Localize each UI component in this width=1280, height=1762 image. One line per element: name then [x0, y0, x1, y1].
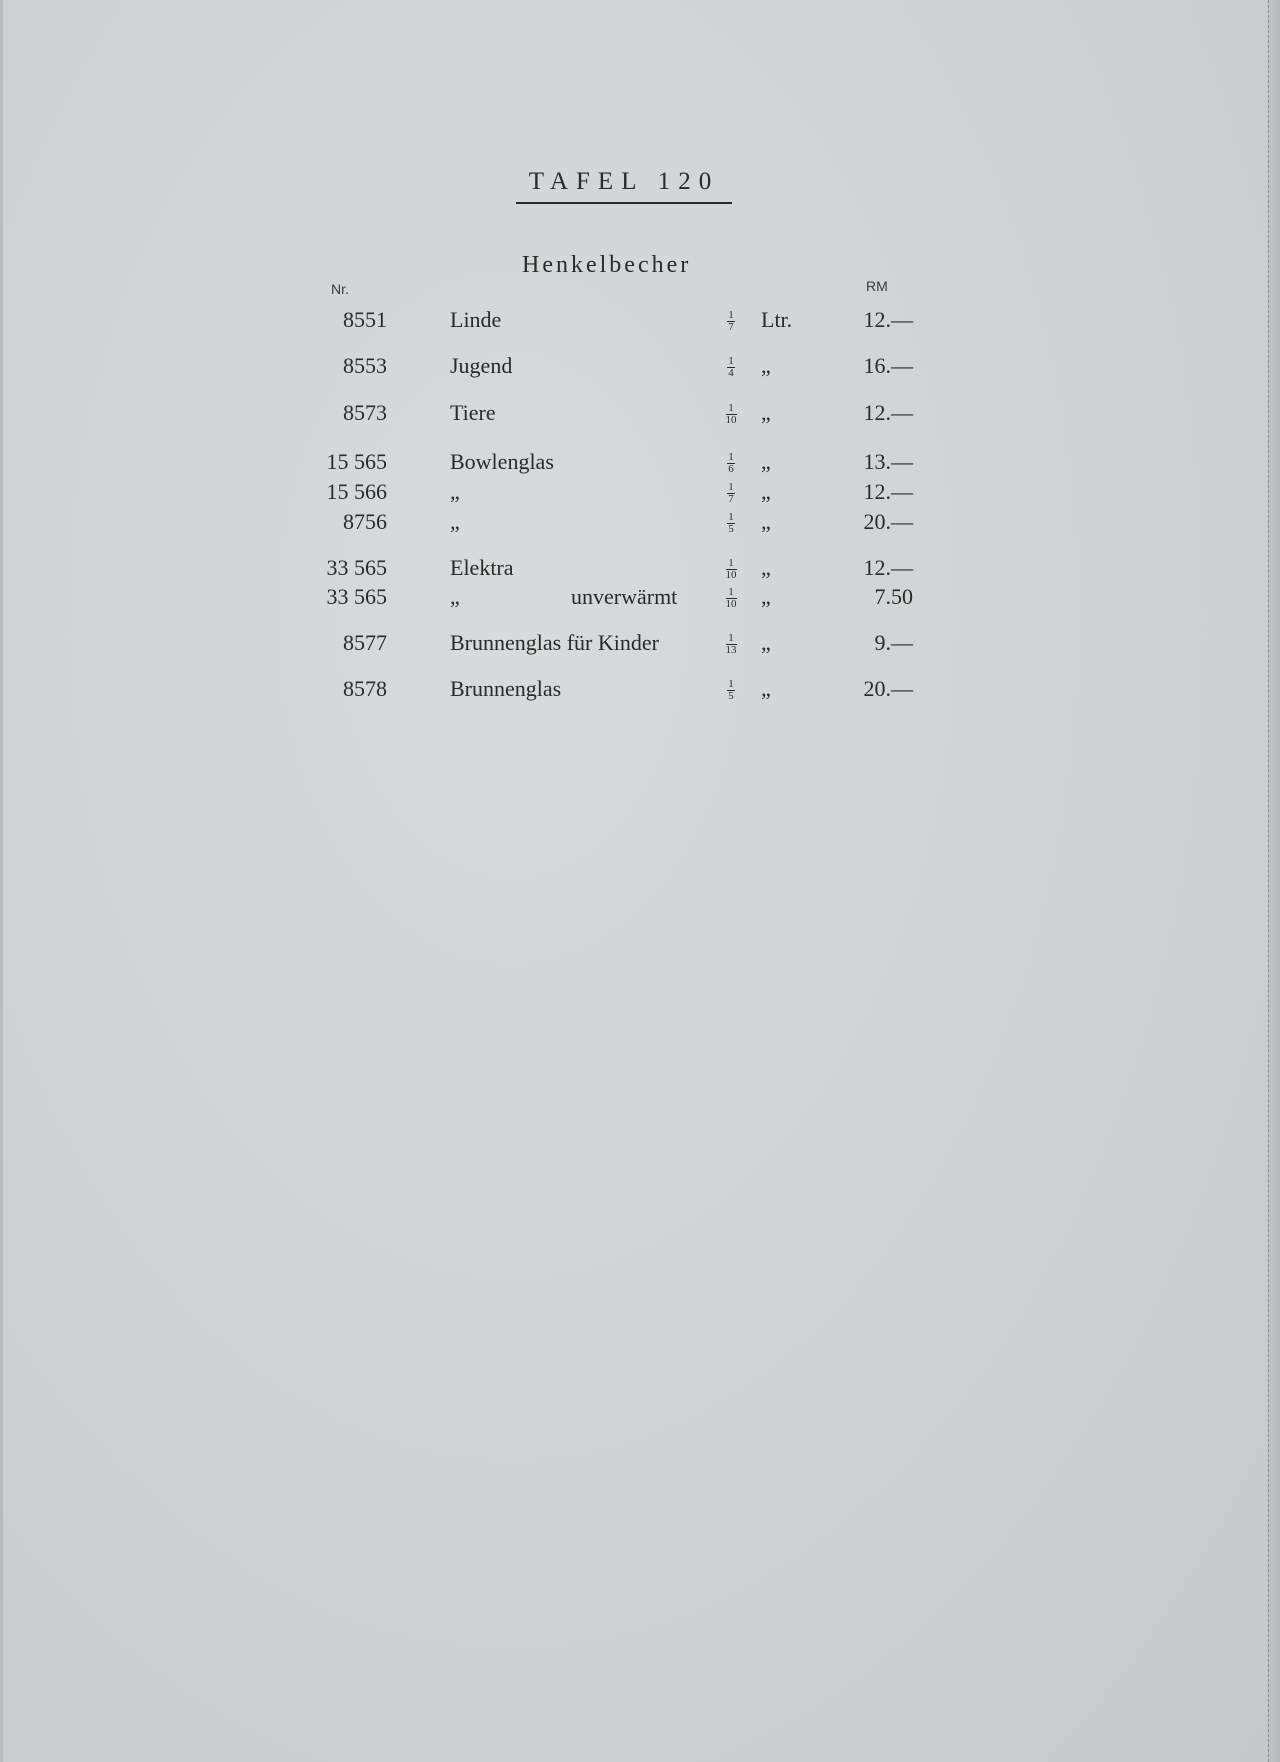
table-row	[0, 400, 1280, 430]
table-row	[0, 555, 1280, 585]
item-number: 15 565	[326, 449, 387, 474]
item-name: Bowlenglas	[450, 449, 554, 474]
item-name: Jugend	[450, 353, 513, 378]
item-number: 8578	[343, 676, 387, 701]
page-right-edge	[1268, 0, 1280, 1762]
item-unit: Ltr.	[761, 307, 793, 332]
column-header-nr: Nr.	[331, 281, 349, 297]
item-number: 33 565	[326, 555, 387, 580]
item-volume-fraction	[716, 353, 746, 379]
fraction-numerator: 1	[728, 309, 734, 322]
item-unit: „	[761, 353, 771, 378]
item-volume-fraction	[716, 449, 746, 475]
fraction-denominator: 5	[728, 523, 734, 536]
fraction-denominator: 7	[728, 493, 734, 506]
item-name: Elektra	[450, 555, 514, 580]
item-unit: „	[761, 449, 771, 474]
item-unit: „	[761, 479, 771, 504]
item-note: unverwärmt	[571, 584, 678, 609]
item-name: „	[450, 479, 460, 504]
item-price: 7.50	[874, 584, 913, 609]
table-row	[0, 676, 1280, 706]
page-left-edge	[0, 0, 3, 1762]
item-volume-fraction	[716, 630, 746, 656]
item-name: Brunnenglas	[450, 676, 562, 701]
item-unit: „	[761, 555, 771, 580]
item-number: 8573	[343, 400, 387, 425]
item-unit: „	[761, 509, 771, 534]
item-unit: „	[761, 400, 771, 425]
fraction-denominator: 10	[725, 598, 737, 611]
item-unit: „	[761, 630, 771, 655]
item-number: 8553	[343, 353, 387, 378]
item-price: 9.—	[874, 630, 913, 655]
page-title: TAFEL 120	[516, 168, 732, 204]
item-number: 8756	[343, 509, 387, 534]
section-subtitle: Henkelbecher	[522, 252, 692, 278]
table-row	[0, 509, 1280, 539]
item-price: 13.—	[863, 449, 913, 474]
fraction-numerator: 1	[728, 511, 734, 524]
item-number: 15 566	[326, 479, 387, 504]
item-price: 12.—	[863, 479, 913, 504]
table-row	[0, 449, 1280, 479]
item-price: 16.—	[863, 353, 913, 378]
fraction-denominator: 13	[725, 644, 737, 657]
item-volume-fraction	[716, 479, 746, 505]
fraction-numerator: 1	[726, 558, 737, 570]
fraction-numerator: 1	[728, 678, 734, 691]
fraction-numerator: 1	[728, 355, 734, 368]
fraction-numerator: 1	[726, 403, 737, 415]
fraction-denominator: 4	[728, 367, 734, 380]
item-name: „	[450, 584, 460, 609]
fraction-denominator: 10	[725, 569, 737, 582]
fraction-numerator: 1	[726, 633, 737, 645]
fraction-denominator: 10	[725, 414, 737, 427]
item-volume-fraction	[716, 400, 746, 426]
item-name: Tiere	[450, 400, 496, 425]
fraction-denominator: 5	[728, 690, 734, 703]
item-volume-fraction	[716, 307, 746, 333]
item-price: 20.—	[863, 676, 913, 701]
item-price: 12.—	[863, 555, 913, 580]
item-number: 33 565	[326, 584, 387, 609]
item-name: Brunnenglas für Kinder	[450, 630, 659, 655]
table-row	[0, 479, 1280, 509]
item-volume-fraction	[716, 509, 746, 535]
item-volume-fraction	[716, 555, 746, 581]
column-header-price: RM	[866, 278, 888, 294]
item-number: 8551	[343, 307, 387, 332]
table-row	[0, 584, 1280, 614]
fraction-numerator: 1	[726, 587, 737, 599]
item-number: 8577	[343, 630, 387, 655]
fraction-denominator: 7	[728, 321, 734, 334]
item-unit: „	[761, 584, 771, 609]
item-name: „	[450, 509, 460, 534]
item-name: Linde	[450, 307, 502, 332]
item-price: 12.—	[863, 307, 913, 332]
fraction-numerator: 1	[728, 481, 734, 494]
fraction-denominator: 6	[728, 463, 734, 476]
item-price: 12.—	[863, 400, 913, 425]
item-volume-fraction	[716, 584, 746, 610]
item-unit: „	[761, 676, 771, 701]
item-price: 20.—	[863, 509, 913, 534]
table-row	[0, 630, 1280, 660]
fraction-numerator: 1	[728, 451, 734, 464]
item-volume-fraction	[716, 676, 746, 702]
table-row	[0, 307, 1280, 337]
table-row	[0, 353, 1280, 383]
